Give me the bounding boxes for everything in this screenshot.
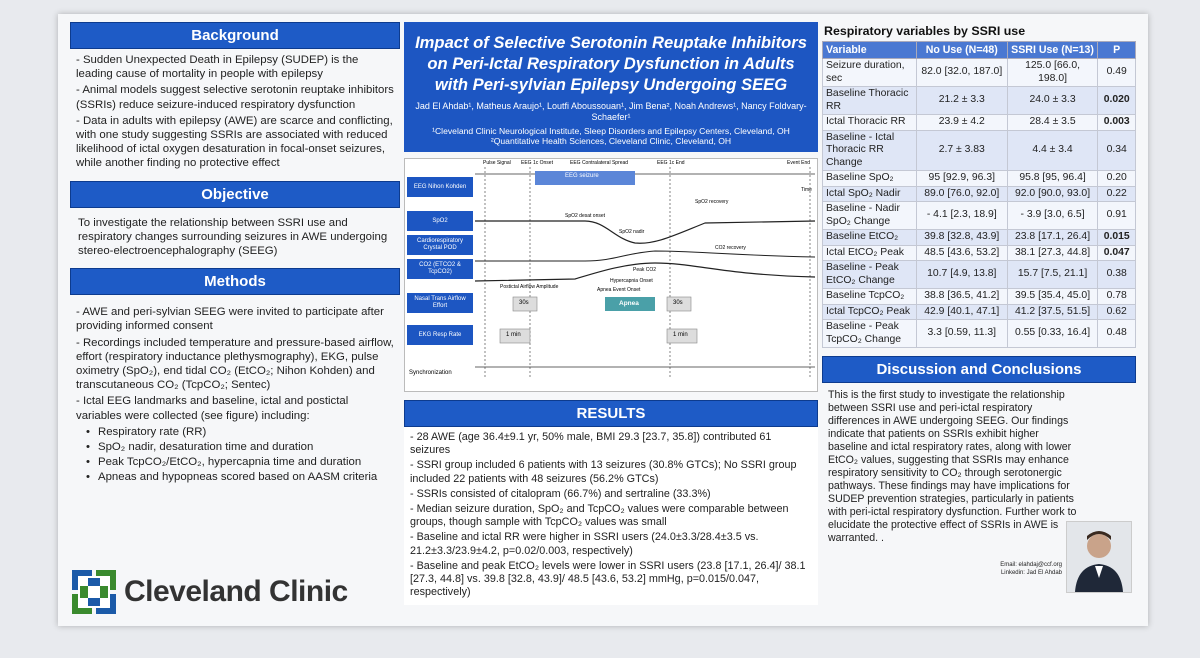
methods-bullets [86, 425, 394, 485]
table-cell-value: 82.0 [32.0, 187.0] [916, 59, 1007, 87]
table-cell-value: 48.5 [43.6, 53.2] [916, 245, 1007, 261]
author-photo [1066, 521, 1132, 593]
results-item: - Median seizure duration, SpO₂ and TcpCO₂ values were comparable between groups, though sample with TcpCO₂ values was small [410, 503, 789, 529]
table-cell-value: 23.8 [17.1, 26.4] [1007, 230, 1098, 246]
table-cell-variable: Baseline EtCO₂ [823, 230, 917, 246]
results-text [404, 427, 818, 605]
poster [58, 14, 1148, 626]
table-cell-value: 95 [92.9, 96.3] [916, 171, 1007, 187]
figure-30s: 30s [673, 300, 683, 306]
figure-row-label: SpO2 [407, 211, 473, 231]
results-header: RESULTS [404, 400, 818, 427]
table-cell-value: 38.1 [27.3, 44.8] [1007, 245, 1098, 261]
table-cell-value: 4.4 ± 3.4 [1007, 130, 1098, 171]
background-item: - Sudden Unexpected Death in Epilepsy (SUDEP) is the leading cause of mortality in people with epilepsy [76, 54, 359, 81]
table-cell-variable: Ictal TcpCO₂ Peak [823, 304, 917, 320]
table-cell-variable: Baseline - Nadir SpO₂ Change [823, 202, 917, 230]
title-box [404, 22, 818, 152]
background-item: - Animal models suggest selective serotonin reuptake inhibitors (SSRIs) reduce seizure-induced respiratory dysfunction [76, 84, 394, 111]
table-header: No Use (N=48) [916, 42, 1007, 59]
figure-top-label: Pulse Signal [483, 160, 511, 166]
methods-bullet: • Apneas and hypopneas scored based on AASM criteria [86, 470, 394, 484]
objective-header: Objective [70, 181, 400, 208]
right-column [822, 22, 1136, 585]
table-row [823, 202, 1136, 230]
background-item: - Data in adults with epilepsy (AWE) are scarce and conflicting, with one study suggesting SSRIs are associated with reduced likelihood of ictal oxygen desaturation in focal-onset seizures, while another finding no protective effect [76, 114, 393, 170]
table-cell-value: 15.7 [7.5, 21.1] [1007, 261, 1098, 289]
table-cell-p: 0.78 [1098, 289, 1136, 305]
table-row [823, 87, 1136, 115]
table-cell-p: 0.34 [1098, 130, 1136, 171]
table-row [823, 261, 1136, 289]
table-cell-value: 95.8 [95, 96.4] [1007, 171, 1098, 187]
figure-row-label: Cardiorespiratory Crystal POD [407, 235, 473, 255]
table-row [823, 230, 1136, 246]
figure-eeg-seizure: EEG seizure [565, 173, 599, 179]
discussion-text: This is the first study to investigate the relationship between SSRI use and peri-ictal respiratory differences in AWE undergoing SEEG. Our findings indicate that patients on SSRIs exhibit higher baseline and ictal respiratory rates, along with lower EtCO₂ values, suggesting that SSRIs may enhance respiratory sensitivity to CO₂ through serotonergic pathways. These findings may have implications for SUDEP prevention strategies, particularly in patients with peri-ictal respiratory dysfunction. Further work to elucidate the protective effect of SSRIs in AWE is warranted. . [828, 389, 1077, 544]
figure-top-label: EEG Contralateral Spread [570, 160, 629, 166]
table-cell-value: - 3.9 [3.0, 6.5] [1007, 202, 1098, 230]
figure-annotation: SpO2 nadir [619, 229, 645, 235]
table-cell-value: 2.7 ± 3.83 [916, 130, 1007, 171]
poster-title: Impact of Selective Serotonin Reuptake Inhibitors on Peri-Ictal Respiratory Dysfunction in Adults with Peri-sylvian Epilepsy Undergoing SEEG [415, 33, 807, 94]
table-cell-p: 0.91 [1098, 202, 1136, 230]
logo-mark-icon [70, 568, 118, 616]
results-item: - SSRI group included 6 patients with 13 seizures (30.8% GTCs); No SSRI group included 22 patients with 48 seizures (56.2% GTCs) [410, 459, 797, 485]
table-cell-p: 0.003 [1098, 115, 1136, 131]
table-cell-value: 24.0 ± 3.3 [1007, 87, 1098, 115]
table-cell-value: 0.55 [0.33, 16.4] [1007, 320, 1098, 348]
methods-item: - Ictal EEG landmarks and baseline, ictal and postictal variables were collected (see figure) including: [76, 395, 349, 422]
figure-row-label: Nasal Trans Airflow Effort [407, 293, 473, 313]
table-cell-value: 3.3 [0.59, 11.3] [916, 320, 1007, 348]
table-cell-value: 92.0 [90.0, 93.0] [1007, 186, 1098, 202]
table-cell-variable: Baseline - Peak EtCO₂ Change [823, 261, 917, 289]
results-item: - Baseline and peak EtCO₂ levels were lower in SSRI users (23.8 [17.1, 26.4]/ 38.1 [27.3, 44.8] vs. 39.8 [32.8, 43.9]/ 48.5 [43.6, 53.2] mmHg, p=0.015/0.047, respectively) [410, 559, 806, 599]
figure-row-label: CO2 (ETCO2 & TcpCO2) [407, 259, 473, 279]
table-cell-value: 10.7 [4.9, 13.8] [916, 261, 1007, 289]
table-cell-variable: Seizure duration, sec [823, 59, 917, 87]
methods-bullet: • Respiratory rate (RR) [86, 425, 394, 439]
table-row [823, 320, 1136, 348]
table-cell-p: 0.38 [1098, 261, 1136, 289]
table-cell-p: 0.62 [1098, 304, 1136, 320]
table-header: SSRI Use (N=13) [1007, 42, 1098, 59]
table-cell-p: 0.047 [1098, 245, 1136, 261]
table-cell-value: 89.0 [76.0, 92.0] [916, 186, 1007, 202]
results-item: - 28 AWE (age 36.4±9.1 yr, 50% male, BMI 29.3 [23.7, 35.8]) contributed 61 seizures [410, 431, 772, 457]
affiliation-1: ¹Cleveland Clinic Neurological Institute, Sleep Disorders and Epilepsy Centers, Cleveland, OH [432, 126, 790, 136]
table-title: Respiratory variables by SSRI use [824, 24, 1026, 38]
background-header: Background [70, 22, 400, 49]
objective-text: To investigate the relationship between SSRI use and respiratory changes surrounding seizures in AWE undergoing stereo-electroencephalography (SEEG) [78, 216, 388, 258]
figure-1min: 1 min [506, 332, 521, 338]
methods-bullet: • SpO₂ nadir, desaturation time and duration [86, 440, 394, 454]
background-text [70, 49, 400, 177]
table-cell-p: 0.015 [1098, 230, 1136, 246]
table-row [823, 130, 1136, 171]
table-cell-p: 0.020 [1098, 87, 1136, 115]
discussion-header: Discussion and Conclusions [822, 356, 1136, 383]
table-cell-value: 39.8 [32.8, 43.9] [916, 230, 1007, 246]
figure-row-label: EEG Nihon Kohden [407, 177, 473, 197]
table-row [823, 186, 1136, 202]
table-cell-variable: Ictal SpO₂ Nadir [823, 186, 917, 202]
methods-item: - Recordings included temperature and pressure-based airflow, effort (respiratory inductance plethysmography), EKG, pulse oximetry (SpO₂), end tidal CO₂ (EtCO₂; Nihon Kohden) and transcutaneous CO₂ (TcpCO₂; Sentec) [76, 336, 394, 392]
table-cell-variable: Ictal EtCO₂ Peak [823, 245, 917, 261]
table-cell-value: 39.5 [35.4, 45.0] [1007, 289, 1098, 305]
figure-annotation: SpO2 desat onset [565, 213, 606, 219]
figure-time-label: Time [801, 187, 812, 193]
affiliation-2: ²Quantitative Health Sciences, Cleveland Clinic, Cleveland, OH [490, 136, 732, 146]
results-item: - Baseline and ictal RR were higher in SSRI users (24.0±3.3/28.4±3.5 vs. 21.2±3.3/23.9±4.2, p=0.02/0.003, respectively) [410, 531, 759, 557]
figure-top-label: EEG 1c Onset [521, 160, 553, 166]
figure-row-label: EKG Resp Rate [407, 325, 473, 345]
figure-annotation: Apnea Event Onset [597, 287, 641, 293]
table-header: Variable [823, 42, 917, 59]
table-row [823, 304, 1136, 320]
respiratory-table [822, 41, 1136, 348]
table-row [823, 59, 1136, 87]
table-cell-p: 0.49 [1098, 59, 1136, 87]
contact-info [1000, 561, 1062, 577]
table-body [823, 59, 1136, 348]
logo-name: Cleveland Clinic [124, 575, 348, 608]
table-cell-value: 125.0 [66.0, 198.0] [1007, 59, 1098, 87]
table-cell-value: 21.2 ± 3.3 [916, 87, 1007, 115]
authors: Jad El Ahdab¹, Matheus Araujo¹, Loutfi Aboussouan¹, Jim Bena², Noah Andrews¹, Nancy Foldvary-Schaefer¹ [415, 101, 807, 122]
table-cell-value: 42.9 [40.1, 47.1] [916, 304, 1007, 320]
figure-annotation: SpO2 recovery [695, 199, 729, 205]
methods-item: - AWE and peri-sylvian SEEG were invited to participate after providing informed consent [76, 306, 384, 333]
figure-apnea: Apnea [619, 300, 639, 307]
middle-column [404, 22, 818, 605]
contact-linkedin: Linkedin: Jad El Ahdab [1000, 570, 1062, 576]
table-cell-variable: Baseline SpO₂ [823, 171, 917, 187]
methods-text [70, 295, 400, 489]
table-row [823, 289, 1136, 305]
contact-email: Email: elahdaj@ccf.org [1000, 562, 1062, 568]
table-cell-value: 28.4 ± 3.5 [1007, 115, 1098, 131]
methods-bullet: • Peak TcpCO₂/EtCO₂, hypercapnia time and duration [86, 455, 394, 469]
figure-top-label: Event End [787, 160, 811, 166]
table-cell-variable: Baseline - Peak TcpCO₂ Change [823, 320, 917, 348]
table-cell-p: 0.22 [1098, 186, 1136, 202]
table-cell-variable: Baseline Thoracic RR [823, 87, 917, 115]
table-cell-variable: Baseline - Ictal Thoracic RR Change [823, 130, 917, 171]
table-cell-p: 0.20 [1098, 171, 1136, 187]
table-cell-variable: Ictal Thoracic RR [823, 115, 917, 131]
table-cell-p: 0.48 [1098, 320, 1136, 348]
table-cell-value: 38.8 [36.5, 41.2] [916, 289, 1007, 305]
figure-annotation: CO2 recovery [715, 245, 746, 251]
results-item: - SSRIs consisted of citalopram (66.7%) and sertraline (33.3%) [410, 487, 711, 500]
methods-figure [404, 158, 818, 392]
table-row [823, 115, 1136, 131]
figure-annotation: Peak CO2 [633, 267, 657, 273]
figure-top-label: EEG 1c End [657, 160, 685, 166]
table-cell-value: 23.9 ± 4.2 [916, 115, 1007, 131]
table-cell-value: - 4.1 [2.3, 18.9] [916, 202, 1007, 230]
figure-annotation: Hypercapnia Onset [610, 278, 653, 284]
figure-annotation: Postictal Airflow Amplitude [500, 284, 559, 290]
cleveland-clinic-logo [70, 562, 390, 622]
table-row [823, 245, 1136, 261]
table-header: P [1098, 42, 1136, 59]
table-cell-value: 41.2 [37.5, 51.5] [1007, 304, 1098, 320]
discussion-body [822, 383, 1136, 585]
figure-1min: 1 min [673, 332, 688, 338]
table-cell-variable: Baseline TcpCO₂ [823, 289, 917, 305]
left-column [70, 22, 400, 490]
table-row [823, 171, 1136, 187]
figure-axis-label: Synchronization [409, 370, 452, 376]
methods-header: Methods [70, 268, 400, 295]
figure-30s: 30s [519, 300, 529, 306]
